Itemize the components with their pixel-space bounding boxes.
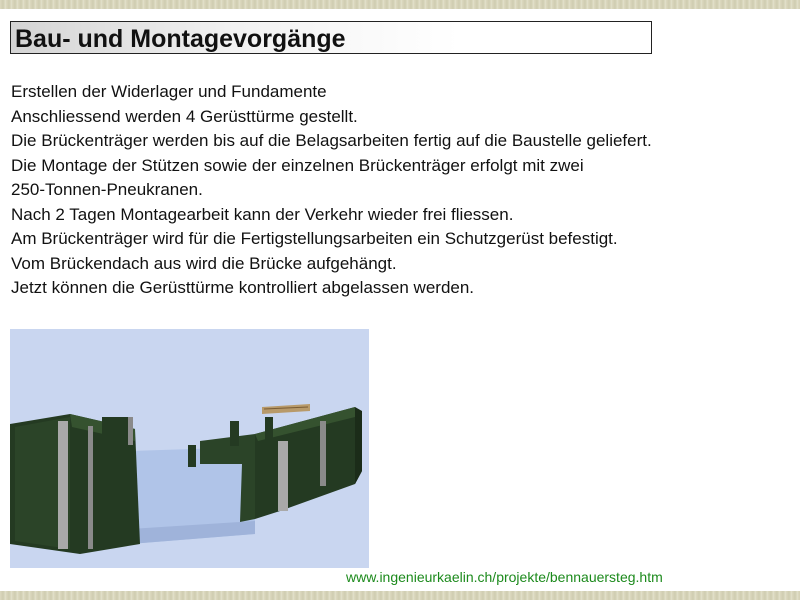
bridge-construction-render-icon: [10, 329, 369, 568]
text-line: Jetzt können die Gerüsttürme kontrolliert abgelassen werden.: [11, 278, 475, 297]
bridge-render-image: [10, 329, 369, 568]
text-line: Die Brückenträger werden bis auf die Belagsarbeiten fertig auf die Baustelle geliefert.: [11, 131, 652, 150]
source-url-link[interactable]: www.ingenieurkaelin.ch/projekte/bennauersteg.htm: [346, 569, 663, 585]
title-box: [10, 21, 652, 54]
page-title: Bau- und Montagevorgänge: [15, 25, 346, 53]
text-line: Vom Brückendach aus wird die Brücke aufgehängt.: [11, 253, 397, 273]
text-line: Erstellen der Widerlager und Fundamente: [11, 82, 327, 101]
text-line: Nach 2 Tagen Montagearbeit kann der Verkehr wieder frei fliessen.: [11, 204, 514, 224]
text-line: Die Montage der Stützen sowie der einzelnen Brückenträger erfolgt mit zwei: [11, 155, 584, 175]
text-line: 250-Tonnen-Pneukranen.: [11, 180, 203, 199]
top-decorative-band: [0, 0, 800, 9]
text-line: Am Brückenträger wird für die Fertigstellungsarbeiten ein Schutzgerüst befestigt.: [11, 229, 618, 248]
text-line: Anschliessend werden 4 Gerüsttürme gestellt.: [11, 106, 358, 126]
bottom-decorative-band: [0, 591, 800, 600]
text-body: [11, 80, 796, 301]
